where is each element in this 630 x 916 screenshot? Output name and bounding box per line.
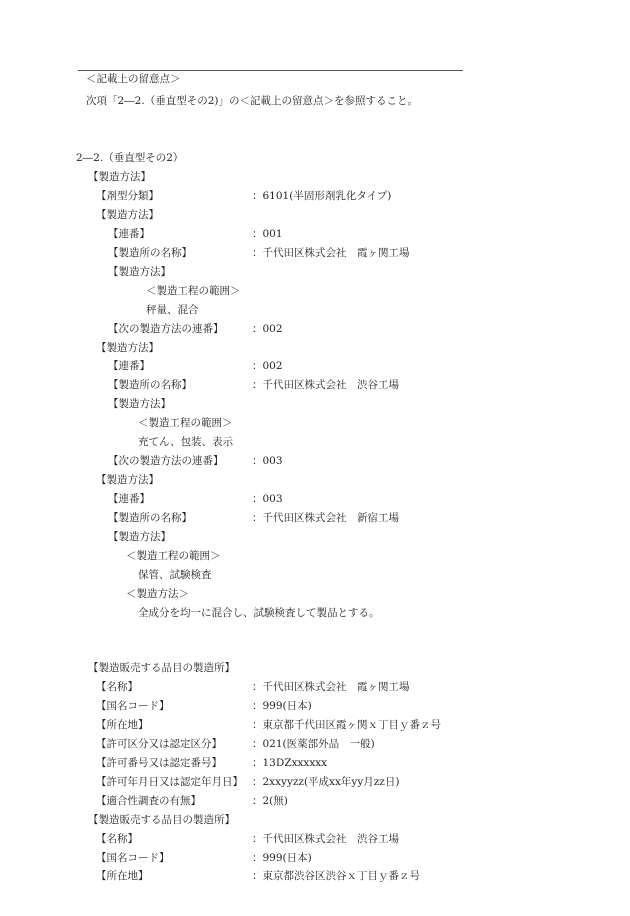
line-label: ＜製造工程の範囲＞ (138, 417, 233, 430)
line-value: ：999(日本) (252, 699, 312, 712)
line-value: ：千代田区株式会社 霞ヶ関工場 (252, 246, 410, 259)
line-label: ＜製造方法＞ (126, 587, 189, 600)
line-label: 【製造方法】 (108, 265, 171, 278)
line-label: 【許可区分又は認定区分】 (96, 737, 222, 750)
line-label: 【製造方法】 (88, 170, 151, 183)
line-label: 【適合性調査の有無】 (96, 794, 201, 807)
line-value: ：2xxyyzz(平成xx年yy月zz日) (252, 775, 400, 788)
line-label: 【製造方法】 (96, 208, 159, 221)
line-label: 2―2.（垂直型その2） (76, 152, 184, 164)
line-label: 【製造所の名称】 (108, 379, 192, 392)
line-value: ：002 (252, 360, 283, 373)
line-value: ：13DZxxxxxx (252, 756, 328, 769)
line-value: ：002 (252, 322, 283, 335)
line-label: 【許可番号又は認定番号】 (96, 756, 222, 769)
line-value: ：東京都千代田区霞ヶ関ｘ丁目ｙ番ｚ号 (252, 718, 441, 731)
line-value: ：003 (252, 493, 283, 506)
line-value: ：021(医薬部外品 一般) (252, 737, 375, 750)
line-label: 【製造方法】 (96, 474, 159, 487)
line-label: 【次の製造方法の連番】 (108, 455, 224, 468)
line-label: 【次の製造方法の連番】 (108, 322, 224, 335)
line-label: 【所在地】 (96, 870, 149, 883)
line-label: ＜製造工程の範囲＞ (126, 549, 221, 562)
line-label: 保管、試験検査 (138, 568, 212, 581)
line-label: 秤量、混合 (146, 303, 199, 316)
note-text: 次項「2―2.（垂直型その2)」の＜記載上の留意点＞を参照すること。 (86, 95, 418, 107)
line-value: ：6101(半固形剤乳化タイプ) (252, 189, 392, 202)
line-value: ：2(無) (252, 794, 288, 807)
line-label: 【名称】 (96, 832, 138, 845)
line-value: ：東京都渋谷区渋谷ｘ丁目ｙ番ｚ号 (252, 870, 420, 883)
line-label: 【製造方法】 (96, 341, 159, 354)
line-value: ：001 (252, 227, 283, 240)
line-value: ：千代田区株式会社 渋谷工場 (252, 379, 399, 392)
line-label: 【所在地】 (96, 718, 149, 731)
line-label: 【製造販売する品目の製造所】 (88, 662, 235, 674)
line-value: ：003 (252, 455, 283, 468)
horizontal-rule (78, 70, 463, 71)
line-label: 【国名コード】 (96, 851, 170, 864)
line-label: 【製造所の名称】 (108, 512, 192, 525)
line-label: 【名称】 (96, 680, 138, 693)
line-value: ：999(日本) (252, 851, 312, 864)
line-label: 【製造方法】 (108, 531, 171, 543)
line-value: ：千代田区株式会社 渋谷工場 (252, 832, 399, 845)
note-heading: ＜記載上の留意点＞ (86, 73, 181, 85)
line-label: 【剤型分類】 (96, 189, 159, 202)
line-label: 充てん、包装、表示 (138, 436, 234, 449)
line-label: 【製造方法】 (108, 398, 171, 411)
line-label: 【連番】 (108, 493, 150, 506)
line-label: 【製造所の名称】 (108, 246, 192, 259)
line-label: 【国名コード】 (96, 699, 170, 712)
line-label: 全成分を均一に混合し、試験検査して製品とする。 (138, 606, 380, 619)
line-value: ：千代田区株式会社 新宿工場 (252, 512, 399, 525)
line-label: 【製造販売する品目の製造所】 (88, 813, 235, 826)
line-label: ＜製造工程の範囲＞ (146, 284, 241, 297)
line-label: 【連番】 (108, 360, 150, 373)
line-label: 【連番】 (108, 227, 150, 240)
line-label: 【許可年月日又は認定年月日】 (96, 775, 243, 788)
line-value: ：千代田区株式会社 霞ヶ関工場 (252, 680, 410, 693)
